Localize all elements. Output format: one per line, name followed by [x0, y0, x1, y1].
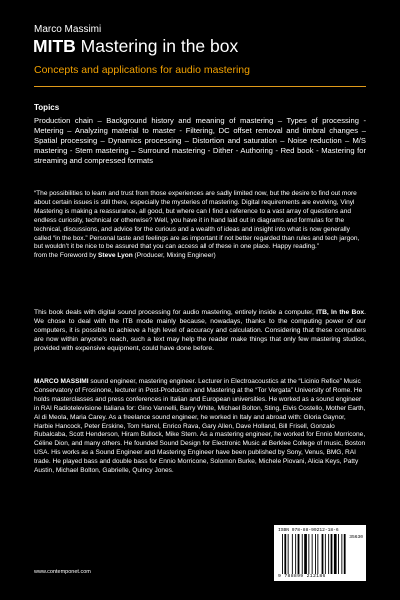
barcode — [274, 525, 366, 581]
book-title — [33, 36, 238, 57]
topics-heading: Topics — [34, 103, 60, 112]
title-rest: Mastering in the box — [80, 36, 239, 56]
title-abbrev: MITB — [33, 36, 76, 56]
author-name: Marco Massimi — [34, 24, 102, 35]
attribution-suffix: (Producer, Mixing Engineer) — [132, 252, 216, 260]
bio-name: MARCO MASSIMI — [34, 378, 89, 385]
foreword-quote — [34, 190, 366, 261]
attribution-name: Steve Lyon — [98, 252, 133, 260]
attribution-prefix: from the Foreword by — [34, 252, 99, 260]
barcode-bars — [282, 534, 346, 574]
divider — [34, 86, 366, 87]
barcode-digits: 9 788899 212186 — [278, 574, 326, 579]
price-code: 35630 — [349, 535, 363, 540]
quote-attribution — [34, 252, 366, 261]
book-description — [34, 308, 366, 353]
intro-bold: ITB, In the Box — [316, 309, 365, 316]
intro-part2: . We chose to deal with the ITB mode mainly because, nowadays, thanks to the computing power of our computers, it is possible to achieve a high level of accuracy and calculation. Considering that these computers are now within anyone’s reach, such a text may help the reader make things that only few mastering studios, provided with expensive equipment, could have done before. — [34, 309, 366, 352]
intro-part1: This book deals with digital sound processing for audio mastering, entirely inside a computer, — [34, 309, 317, 316]
bio-text: sound engineer, mastering engineer. Lecturer in Electroacoustics at the “Licinio Refice” Music Conservatory of Frosinone, lecturer in Post-Production and Mastering at the “Tor Vergata” University of Rome. He holds masterclasses and press conferences in Italian and European universities. He worked as a sound engineer in RAI Radiotelevisione Italiana for: Gino Vannelli, Barry White, Michael Bolton, Sting, Elvis Costello, Mother Earth, Al di Meola, Maria Carey. As a freelance sound engineer, he worked in Italy and abroad with: Gloria Gaynor, Harbie Hancock, Peter Erskine, Tom Harrel, Enrico Rava, Gary Allen, Dave Holland, Bill Frisell, Gonzalo Rubalcaba, Scott Henderson, Hiram Bullock, Mike Stern. As a mastering engineer, he worked for Ennio Morricone, Céline Dion, and many others. He founded Sound Design for Electronic Music at Berklee College of music, Boston USA. His works as a Sound Engineer and Mastering Engineer have been published by Sony, Venus, BMG, RAI trade. He played bass and double bass for Ennio Morricone, Solomon Burke, Michele Piovani, Alicia Keys, Patty Austin, Michael Bolton, Gabrielle, Quincy Jones. — [34, 378, 366, 475]
book-subtitle: Concepts and applications for audio mastering — [34, 64, 250, 76]
isbn-label: ISBN 978-88-99212-18-6 — [278, 528, 339, 533]
author-bio — [34, 378, 366, 476]
publisher-url: www.contemponet.com — [34, 569, 91, 575]
quote-text: “The possibilities to learn and trust from those experiences are sadly limited now, but the desire to find out more about certain issues is still there, especially the mysteries of mastering. Digital requirements are evolving, Vinyl Mastering is making a reassurance, all good, but where can I find a reference to a vast array of questions and endless curiosity, technical or otherwise? Well, you have it in hand laid out in diagrams and formulas for the technical, discussions, and advice for the curious and a wealth of ideas and insight into what is now generally called “in the box.” Personal taste and feelings are as important if not better regarded than rules and tech jargon, but wouldn’t it be nice to be assured that you can access all of these in one place. Happy reading.” — [34, 190, 360, 251]
topics-list: Production chain – Background history and meaning of mastering – Types of processing - Metering – Analyzing material to master - Filtering, DC offset removal and timbral changes – Spatial processing – Dynamics processing – Distortion and saturation – Noise reduction – M/S mastering - Stem mastering – Surround mastering - Dither - Authoring - Red book - Mastering for streaming and compressed formats — [34, 116, 366, 165]
